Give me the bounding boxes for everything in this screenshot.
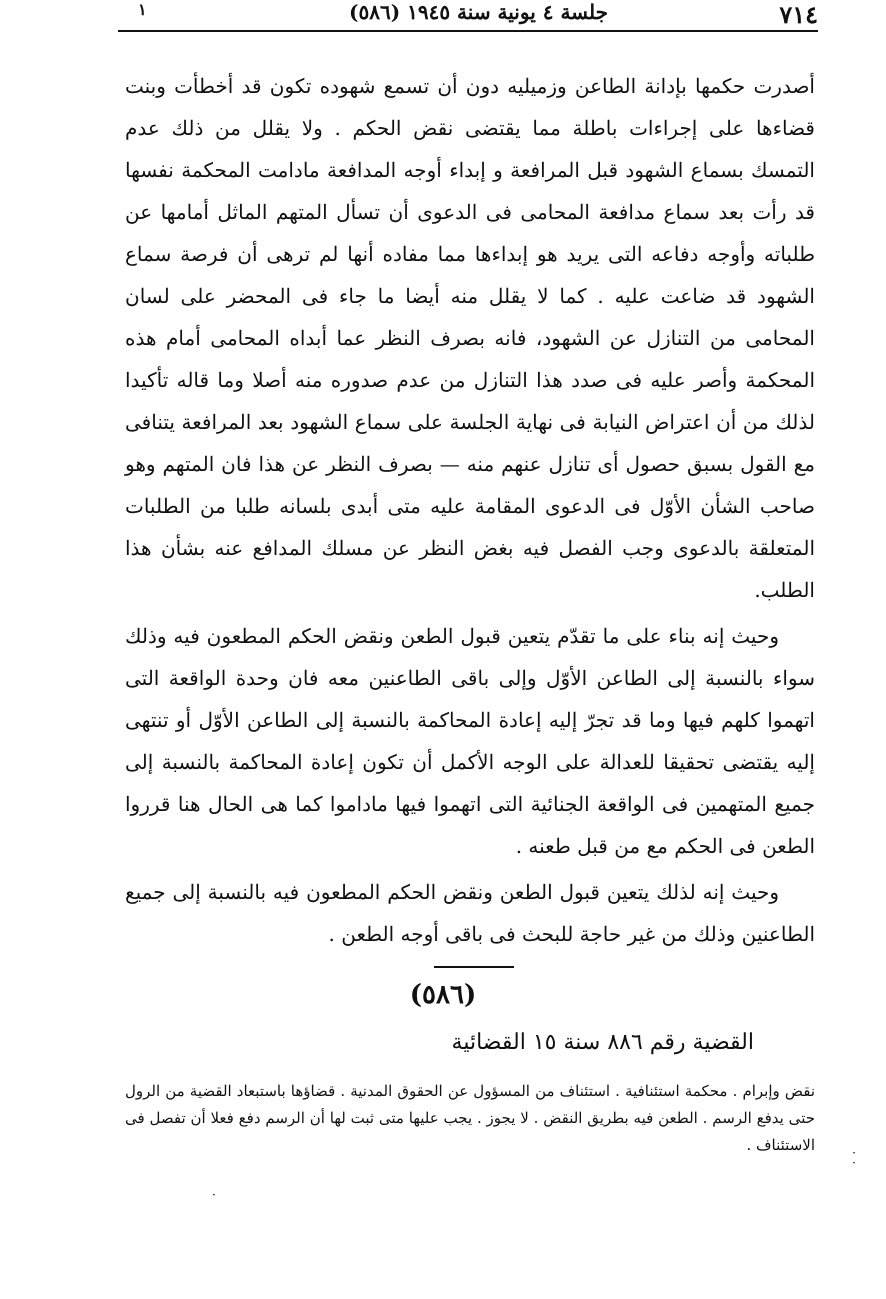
paragraph-1: أصدرت حكمها بإدانة الطاعن وزميليه دون أن تسمع شهوده تكون قد أخطأت وبنت قضاءها على إجراءات باطلة مما يقتضى نقض الحكم . ولا يقلل من ذلك عدم التمسك بسماع الشهود قبل المرافعة و إبداء أوجه المدافعة مادامت المحكمة نفسها قد رأت بعد سماع مدافعة المحامى فى الدعوى أن تسأل المتهم الماثل أمامها عن طلباته وأوجه دفاعه التى يريد هو إبداءها مما مفاده أنها لم ترهى أن فرصة سماع الشهود قد ضاعت عليه . كما لا يقلل منه أيضا ما جاء فى المحضر على لسان المحامى من التنازل عن الشهود، فانه بصرف النظر عما أبداه المحامى أمام هذه المحكمة وأصر عليه فى صدد هذا التنازل من عدم صدوره منه أصلا وما قاله تأكيدا لذلك من أن اعتراض النيابة فى نهاية الجلسة على سماع الشهود بعد المرافعة يتنافى مع القول بسبق حصول أى تنازل عنهم منه — بصرف النظر عن هذا فان المتهم وهو صاحب الشأن الأوّل فى الدعوى المقامة عليه متى أبدى بلسانه طلبا من الطلبات المتعلقة بالدعوى وجب الفصل فيه بغض النظر عن مسلك المدافع عنه بشأن هذا الطلب. — [125, 74, 815, 602]
paragraph-2: وحيث إنه بناء على ما تقدّم يتعين قبول الطعن ونقض الحكم المطعون فيه وذلك سواء بالنسبة إلى الطاعن الأوّل وإلى باقى الطاعنين معه فان وحدة الواقعة التى اتهموا كلهم فيها وما قد تجرّ إليه إعادة المحاكمة بالنسبة إلى الطاعن الأوّل أو تنتهى إليه يقتضى تحقيقا للعدالة على الوجه الأكمل أن تكون إعادة المحاكمة بالنسبة إلى جميع المتهمين فى الواقعة الجنائية التى اتهموا فيها ماداموا كما هى الحال هنا قرروا الطعن فى الحكم مع من قبل طعنه . — [125, 624, 815, 858]
scan-dot-margin: · · — [852, 1146, 856, 1170]
judgment-body — [125, 65, 815, 955]
case-number: (٥٨٦) — [409, 980, 477, 1010]
section-divider — [434, 966, 514, 968]
page-number: ٧١٤ — [779, 0, 818, 29]
scan-dot: · — [212, 1188, 216, 1202]
page-header — [118, 0, 818, 32]
header-mark: ١ — [138, 0, 147, 19]
paragraph-3: وحيث إنه لذلك يتعين قبول الطعن ونقض الحكم المطعون فيه بالنسبة إلى جميع الطاعنين وذلك من غير حاجة للبحث فى باقى أوجه الطعن . — [125, 880, 815, 946]
case-title: القضية رقم ٨٨٦ سنة ١٥ القضائية — [451, 1030, 754, 1055]
running-title: جلسة ٤ يونية سنة ١٩٤٥ (٥٨٦) — [348, 0, 608, 24]
case-summary: نقض وإبرام . محكمة استئنافية . استئناف من المسؤول عن الحقوق المدنية . قضاؤها باستبعاد القضية من الرول حتى يدفع الرسم . الطعن فيه بطريق النقض . لا يجوز . يجب عليها متى ثبت لها أن الرسم دفع فعلا أن تفصل فى الاستئناف . — [125, 1082, 815, 1154]
